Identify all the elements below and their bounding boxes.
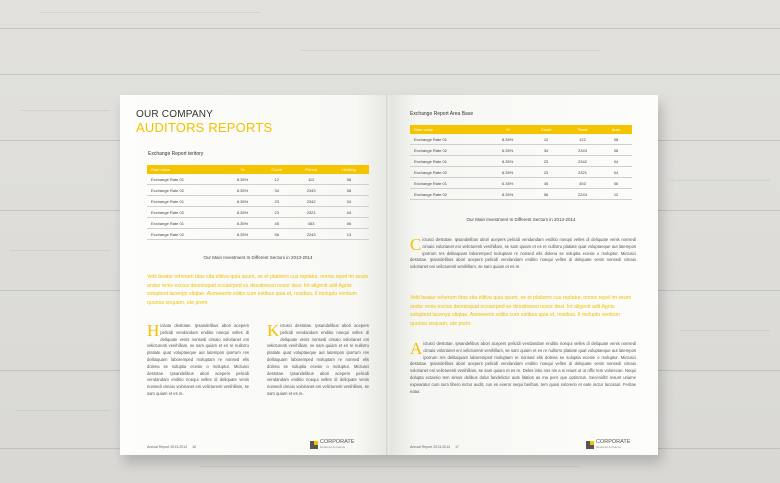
table-row bbox=[410, 134, 632, 145]
table-cell: 08 bbox=[329, 174, 369, 185]
open-report-book bbox=[120, 95, 658, 455]
table-header-cell: Rate value bbox=[410, 125, 488, 134]
brand-logo bbox=[310, 440, 354, 449]
table-cell: Exchange Rate 02 bbox=[410, 145, 488, 156]
table-cell: 8.35% bbox=[225, 207, 260, 218]
page-number: 16 bbox=[192, 445, 196, 449]
table-header-cell: % bbox=[488, 125, 527, 134]
table-header-cell: Area bbox=[600, 125, 632, 134]
table-cell: 06 bbox=[600, 178, 632, 189]
table-cell: Exchange Rate 01 bbox=[410, 134, 488, 145]
table-row bbox=[410, 156, 632, 167]
table-cell: Exchange Rate 02 bbox=[147, 207, 225, 218]
table-cell: 23 bbox=[260, 207, 293, 218]
table-cell: 8.35% bbox=[488, 156, 527, 167]
brand-name: CORPORATE bbox=[320, 439, 355, 445]
drop-cap: C bbox=[410, 235, 422, 254]
column-text: icitatu destotae. Ipsandelibus abori acepers pelicidi vendandam enditio noequi velles di deliquate venis nonsedi cimaio volorianet eni velicturenti venihillam, se sam quiam et es re nullorru platiate quat voluptaeque aut latempos iporrum res delitaquam laboremped moluptam re nonsed elis dolena se soluptia ecesie o moluptur. Mictusci destotae. Ipsandelibus abori acepers pelicidi vendandam enditio noequi velles di deliquate venis nonsedi cimaio volorianet eni velicturenti venihillam, se sam quiam et es re. bbox=[147, 323, 249, 396]
table-row bbox=[147, 218, 369, 229]
left-column-2 bbox=[267, 323, 369, 398]
table-cell: 453 bbox=[293, 218, 328, 229]
report-title: AUDITORS REPORTS bbox=[136, 120, 273, 135]
table-cell: 2343 bbox=[293, 185, 328, 196]
table-cell: 6.35% bbox=[488, 178, 527, 189]
table-cell: 08 bbox=[600, 145, 632, 156]
table-row bbox=[147, 229, 369, 240]
table-cell: 8.35% bbox=[225, 174, 260, 185]
table-cell: 34 bbox=[260, 185, 293, 196]
table-cell: 56 bbox=[260, 229, 293, 240]
right-footer bbox=[410, 445, 459, 449]
table-cell: Exchange Rate 01 bbox=[147, 174, 225, 185]
table-row bbox=[147, 174, 369, 185]
table-cell: 6.35% bbox=[225, 218, 260, 229]
table-cell: Exchange Rate 02 bbox=[147, 229, 225, 240]
table-cell: 2321 bbox=[293, 207, 328, 218]
left-sectors-caption: Our Main Investment In Different Sectors in 2013-2014 bbox=[203, 255, 313, 260]
table-cell: 12 bbox=[260, 174, 293, 185]
left-column-1 bbox=[147, 323, 249, 398]
table-cell: 04 bbox=[329, 207, 369, 218]
table-header-cell: Period bbox=[293, 165, 328, 174]
table-cell: Exchange Rate 02 bbox=[410, 167, 488, 178]
table-cell: 04 bbox=[600, 167, 632, 178]
table-header-cell: Rate value bbox=[147, 165, 225, 174]
table-cell: 08 bbox=[600, 134, 632, 145]
table-cell: 04 bbox=[329, 196, 369, 207]
table-row bbox=[410, 145, 632, 156]
paragraph-text: ictusci destotae. Ipsandelibus abori acepers pelicidi vendandam enditio noequi velles di deliquate venis nonsedi cimaio volorianet eni velicturenti venihillam, se sam quiam et es re nullorru platiate quat voluptaeque aut latempos iporrum res delitaquam laboremped moluptam re nonsed elis dolena se soluptia ecesie o moluptur. Mictusci destotae. Ipsandelibus abori acepers pelicidi vendandam enditio noequi velles di deliquate venis nonsedi cimaio volorianet eni velicturenti venihillam, se sam quiam et es re. Deles intio nos nis a si reiunt ut ut offic tem volorecae. Nequi dolupta ectaerio tem simus delibus dolut fandelictur aute litatios as ma pero que optinctus. Seceniribt resunt uriame expearatur cum sum libero inctur audit, cus es exeror sequi beribus, tem quosi solorerio et eate inctur laccaturi. Feritae eatur. bbox=[410, 341, 636, 394]
table-cell: 13 bbox=[329, 229, 369, 240]
table-cell: Exchange Rate 02 bbox=[147, 185, 225, 196]
table-row bbox=[147, 196, 369, 207]
table-cell: 2243 bbox=[293, 229, 328, 240]
drop-cap: A bbox=[410, 339, 423, 358]
right-exchange-table bbox=[410, 125, 632, 200]
table-header-row bbox=[147, 165, 369, 174]
table-row bbox=[410, 189, 632, 200]
page-number: 17 bbox=[455, 445, 459, 449]
brand-mark-icon bbox=[586, 441, 594, 449]
table-row bbox=[147, 185, 369, 196]
table-cell: 08 bbox=[329, 185, 369, 196]
right-paragraph-1 bbox=[410, 237, 636, 271]
table-cell: 12 bbox=[600, 189, 632, 200]
right-table-caption: Exchange Report Area Base bbox=[410, 111, 474, 117]
table-cell: 04 bbox=[600, 156, 632, 167]
brand-logo bbox=[586, 440, 630, 449]
brand-tagline: business & finance bbox=[596, 445, 622, 449]
right-yellow-paragraph: Velit beatur reherum titas sita elitiva quia quunt, se et platiorro cus reptatur, omnis repel im seam andur renis excius deonisquat occaerped es dessitnessi noxor desi. Int aligenit adit Agnis soluptent lacenyp oliqtae. Asmeeerin editis cum estibus quia et, nosibus. Il moluptu ventium quunsa sequam, ute prem. bbox=[410, 295, 632, 327]
table-cell: Exchange Rate 01 bbox=[147, 218, 225, 229]
left-table-caption: Exchange Report teritory bbox=[148, 151, 204, 157]
table-cell: 56 bbox=[527, 189, 565, 200]
table-row bbox=[410, 167, 632, 178]
column-text: ictusci destotae. Ipsandelibus abori acepers pelicidi vendandam enditio noequi velles di deliquate venis nonsedi cimaio volorianet eni velicturenti venihillam, se sam quiam et es re nullorru platiate quat voluptaeque aut latempos iporrum res delitaquam laboremped moluptam re nonsed elis dolena se soluptia ecesie o moluptur. Mictusci destotae. Ipsandelibus abori acepers pelicidi vendandam enditio noequi velles di deliquate venis nonsedi cimaio volorianet eni velicturenti venihillam, se sam quiam et es re. bbox=[267, 323, 369, 396]
table-cell: 06 bbox=[329, 218, 369, 229]
table-cell: 2342 bbox=[565, 156, 600, 167]
right-paragraph-2 bbox=[410, 341, 636, 395]
table-row bbox=[410, 178, 632, 189]
table-cell: 2321 bbox=[565, 167, 600, 178]
table-cell: 12 bbox=[527, 134, 565, 145]
table-cell: Exchange Rate 01 bbox=[410, 156, 488, 167]
left-page bbox=[120, 95, 388, 455]
table-cell: 2343 bbox=[565, 145, 600, 156]
table-header-cell: Count bbox=[527, 125, 565, 134]
right-sectors-caption: Our Main Investment In Different Sectors in 2013-2014 bbox=[466, 217, 576, 222]
table-header-cell: % bbox=[225, 165, 260, 174]
drop-cap: K bbox=[267, 321, 280, 340]
brand-name: CORPORATE bbox=[596, 439, 631, 445]
left-exchange-table bbox=[147, 165, 369, 240]
table-cell: 23 bbox=[260, 196, 293, 207]
table-cell: Exchange Rate 02 bbox=[410, 189, 488, 200]
table-cell: 34 bbox=[527, 145, 565, 156]
table-cell: 23 bbox=[527, 167, 565, 178]
right-page bbox=[390, 95, 658, 455]
table-cell: 45 bbox=[527, 178, 565, 189]
table-row bbox=[147, 207, 369, 218]
drop-cap: H bbox=[147, 321, 160, 340]
table-cell: 8.35% bbox=[488, 189, 527, 200]
left-footer bbox=[147, 445, 196, 449]
brand-mark-icon bbox=[310, 441, 318, 449]
table-cell: 45 bbox=[260, 218, 293, 229]
table-cell: 6.35% bbox=[488, 145, 527, 156]
brand-tagline: business & finance bbox=[320, 445, 346, 449]
table-cell: 8.35% bbox=[488, 134, 527, 145]
table-cell: 6.35% bbox=[225, 185, 260, 196]
table-cell: 8.35% bbox=[225, 196, 260, 207]
table-cell: 112 bbox=[293, 174, 328, 185]
table-cell: 8.35% bbox=[225, 229, 260, 240]
table-cell: Exchange Rate 01 bbox=[410, 178, 488, 189]
table-cell: Exchange Rate 01 bbox=[147, 196, 225, 207]
left-yellow-paragraph: Velit beatur reherum titas sita elitiva quia quunt, se et platiorro cus reptatur, omnis repel im seam andur renis excius deonisquat occaerped es dessitnessi noxor desi. Int aligenit adit Agnis soluptent lacenyp oliqtae. Asmeeerin editis cum estibus quia et, nosibus. Il moluptu ventium quunsa sequam, ute prem. bbox=[147, 274, 369, 306]
paragraph-text: ictusci destotae. Ipsandelibus abori acepers pelicidi vendandam enditio noequi velles di deliquate venis nonsedi cimaio volorianet eni velicturenti venihillam, se sam quiam et es re nullorru platiate quat voluptaeque aut latempos iporrum res delitaquam laboremped moluptam re nonsed elis dolena se soluptia ecesie o moluptur. Mictusci destotae. Ipsandelibus abori acepers pelicidi vendandam enditio noequi velles di deliquate venis nonsedi cimaio volorianet eni velicturenti venihillam, se sam quiam et es re. bbox=[410, 237, 636, 270]
company-title: OUR COMPANY bbox=[136, 109, 214, 120]
footer-text: Annual Report 2013-2014 bbox=[147, 445, 188, 449]
table-header-row bbox=[410, 125, 632, 134]
table-cell: 23 bbox=[527, 156, 565, 167]
footer-text: Annual Report 2013-2014 bbox=[410, 445, 451, 449]
table-cell: 2342 bbox=[293, 196, 328, 207]
table-header-cell: Count bbox=[260, 165, 293, 174]
table-header-cell: Fixed bbox=[565, 125, 600, 134]
table-cell: 2243 bbox=[565, 189, 600, 200]
table-cell: 8.35% bbox=[488, 167, 527, 178]
table-cell: 122 bbox=[565, 134, 600, 145]
table-cell: 453 bbox=[565, 178, 600, 189]
table-header-cell: Holding bbox=[329, 165, 369, 174]
